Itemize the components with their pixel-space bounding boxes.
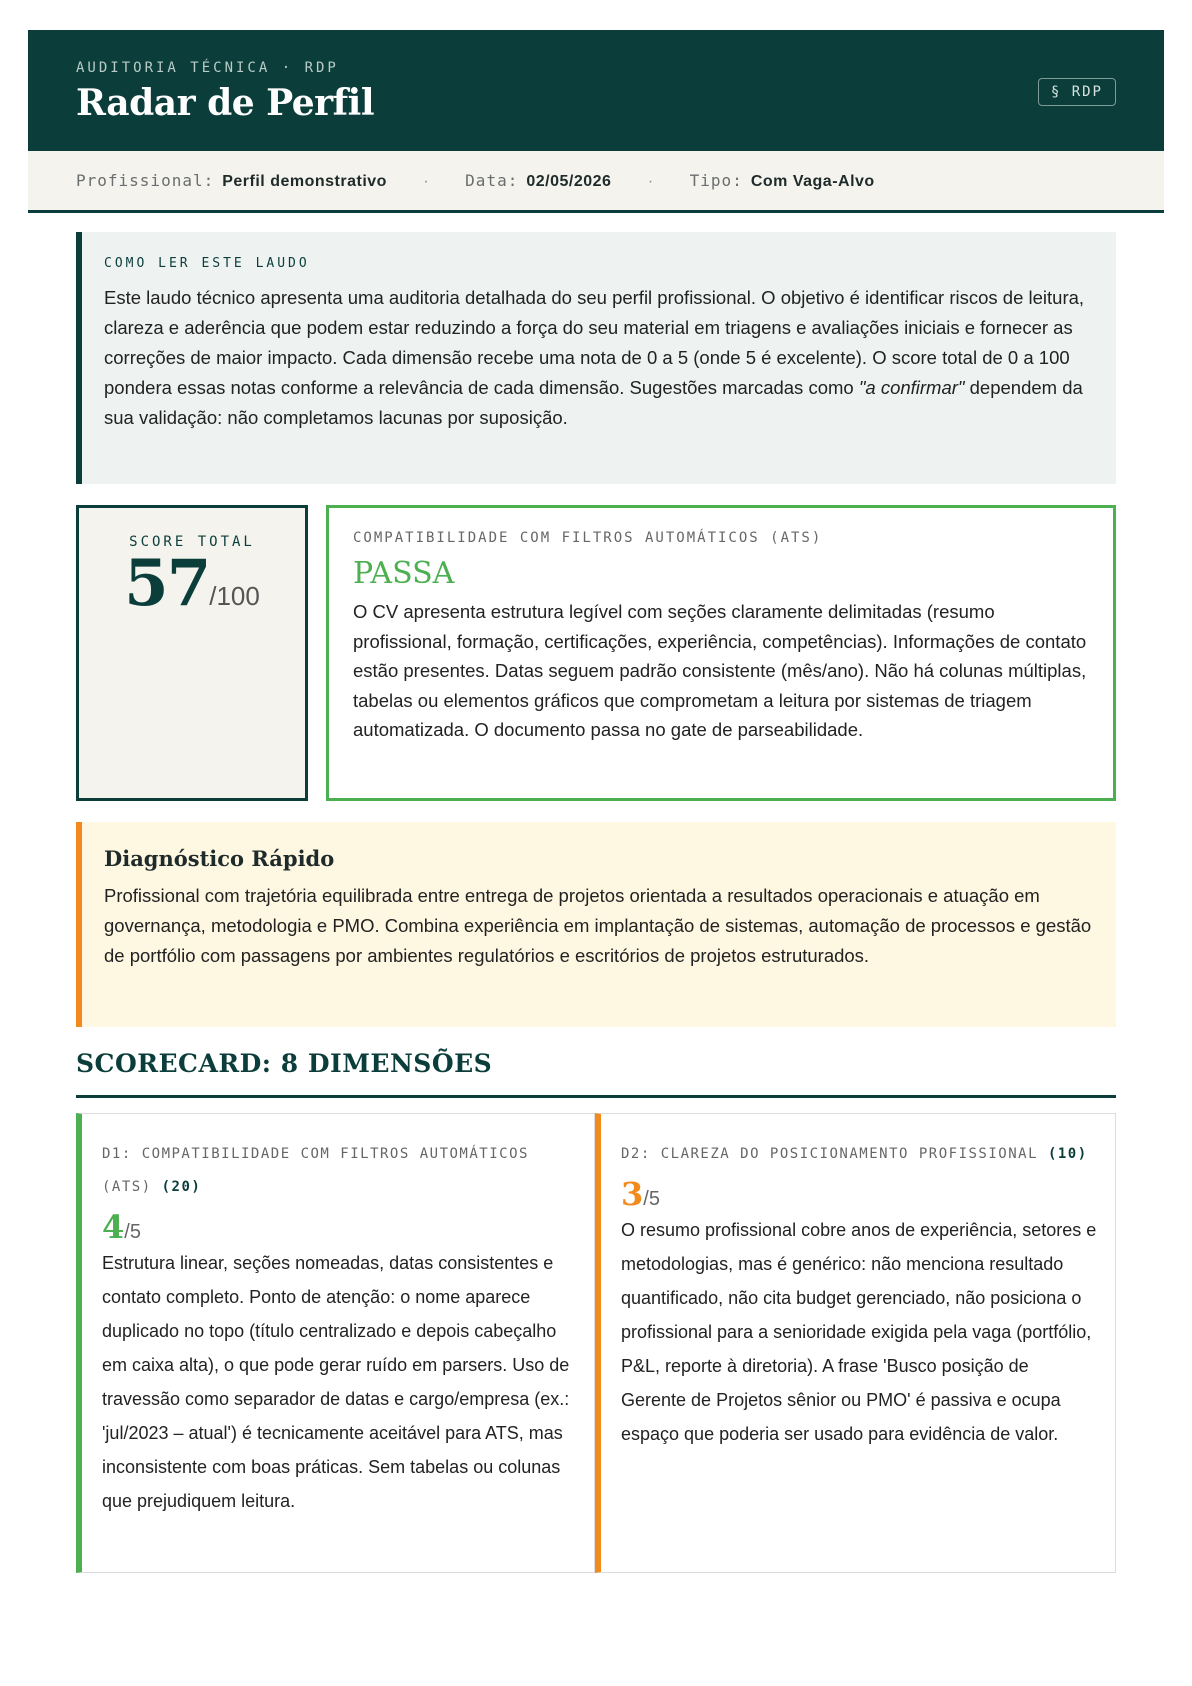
how-to-read-emphasis: "a confirmar" — [858, 377, 965, 398]
dimension-score — [102, 1208, 576, 1246]
dimension-text: O resumo profissional cobre anos de experiência, setores e metodologias, mas é genérico: não menciona resultado quantificado, não cita budget gerenciado, não posiciona o profissional para a senioridade exigida pela vaga (portfólio, P&L, reporte à diretoria). A frase 'Busco posição de Gerente de Projetos sênior ou PMO' é passiva e ocupa espaço que poderia ser usado para evidência de valor. — [621, 1220, 1097, 1444]
section-badge: § RDP — [1038, 78, 1116, 106]
dimension-card — [76, 1113, 595, 1573]
total-score-number: 57 — [124, 546, 210, 621]
how-to-read-text-part: dependem da sua validação: não completamos lacunas por suposição. — [104, 377, 1083, 428]
professional-label: Profissional: — [76, 171, 215, 190]
dimension-score-value: 3 — [621, 1175, 644, 1213]
ats-verdict: PASSA — [353, 556, 455, 591]
scorecard-title: SCORECARD: 8 DIMENSÕES — [76, 1049, 493, 1078]
meta-separator: · — [423, 173, 429, 190]
type-value: Com Vaga-Alvo — [750, 173, 875, 190]
dimension-card — [595, 1113, 1116, 1573]
date-label: Data: — [465, 171, 519, 190]
quick-diagnosis-text: Profissional com trajetória equilibrada entre entrega de projetos orientada a resultados operacionais e atuação em governança, metodologia e PMO. Combina experiência em implantação de sistemas, automação de processos e gestão de portfólio com passagens por ambientes regulatórios e escritórios de projetos estruturados. — [104, 885, 1092, 966]
how-to-read-text — [104, 283, 1094, 433]
how-to-read-text-part: Este laudo técnico apresenta uma auditoria detalhada do seu perfil profissional. O objetivo é identificar riscos de leitura, clareza e aderência que podem estar reduzindo a força do seu material em triagens e avaliações iniciais e fornecer as correções de maior impacto. Cada dimensão recebe uma nota de 0 a 5 (onde 5 é excelente). O score total de 0 a 100 pondera essas notas conforme a relevância de cada dimensão. Sugestões marcadas como — [104, 287, 1085, 398]
dimension-weight: (10) — [1047, 1146, 1088, 1162]
ats-label: COMPATIBILIDADE COM FILTROS AUTOMÁTICOS (ATS) — [353, 530, 823, 546]
meta-separator: · — [647, 173, 654, 190]
how-to-read-box — [76, 232, 1116, 484]
dimension-weight: (20) — [161, 1179, 202, 1195]
dimension-label — [102, 1138, 576, 1204]
header-eyebrow: AUDITORIA TÉCNICA · RDP — [76, 60, 339, 76]
date-value: 02/05/2026 — [526, 173, 612, 190]
scorecard-divider — [76, 1095, 1116, 1098]
page-title: Radar de Perfil — [76, 82, 374, 124]
how-to-read-label: COMO LER ESTE LAUDO — [104, 256, 310, 271]
dimension-score-max: /5 — [643, 1188, 660, 1210]
ats-compatibility-box — [326, 505, 1116, 801]
dimension-score-value: 4 — [102, 1208, 125, 1246]
total-score-value — [79, 546, 305, 621]
dimension-score-max: /5 — [124, 1221, 141, 1243]
dimension-name: D2: CLAREZA DO POSICIONAMENTO PROFISSIONAL — [621, 1146, 1039, 1162]
dimension-label — [621, 1138, 1097, 1171]
total-score-box — [76, 505, 308, 801]
report-meta-bar — [28, 151, 1164, 213]
quick-diagnosis-title: Diagnóstico Rápido — [104, 846, 335, 871]
dimension-score — [621, 1175, 1097, 1213]
type-label: Tipo: — [689, 171, 743, 190]
dimension-name: D1: COMPATIBILIDADE COM FILTROS AUTOMÁTICOS (ATS) — [102, 1146, 529, 1195]
report-header — [28, 30, 1164, 151]
total-score-max: /100 — [209, 581, 260, 611]
quick-diagnosis-box — [76, 822, 1116, 1027]
ats-text: O CV apresenta estrutura legível com seções claramente delimitadas (resumo profissional, formação, certificações, experiência, competências). Informações de contato estão presentes. Datas seguem padrão consistente (mês/ano). Não há colunas múltiplas, tabelas ou elementos gráficos que comprometam a leitura por sistemas de triagem automatizada. O documento passa no gate de parseabilidade. — [353, 601, 1087, 740]
professional-value: Perfil demonstrativo — [222, 173, 387, 190]
dimension-text: Estrutura linear, seções nomeadas, datas consistentes e contato completo. Ponto de atenção: o nome aparece duplicado no topo (título centralizado e depois cabeçalho em caixa alta), o que pode gerar ruído em parsers. Uso de travessão como separador de datas e cargo/empresa (ex.: 'jul/2023 – atual') é tecnicamente aceitável para ATS, mas inconsistente com boas práticas. Sem tabelas ou colunas que prejudiquem leitura. — [102, 1253, 570, 1511]
total-score-label: SCORE TOTAL — [129, 534, 255, 550]
